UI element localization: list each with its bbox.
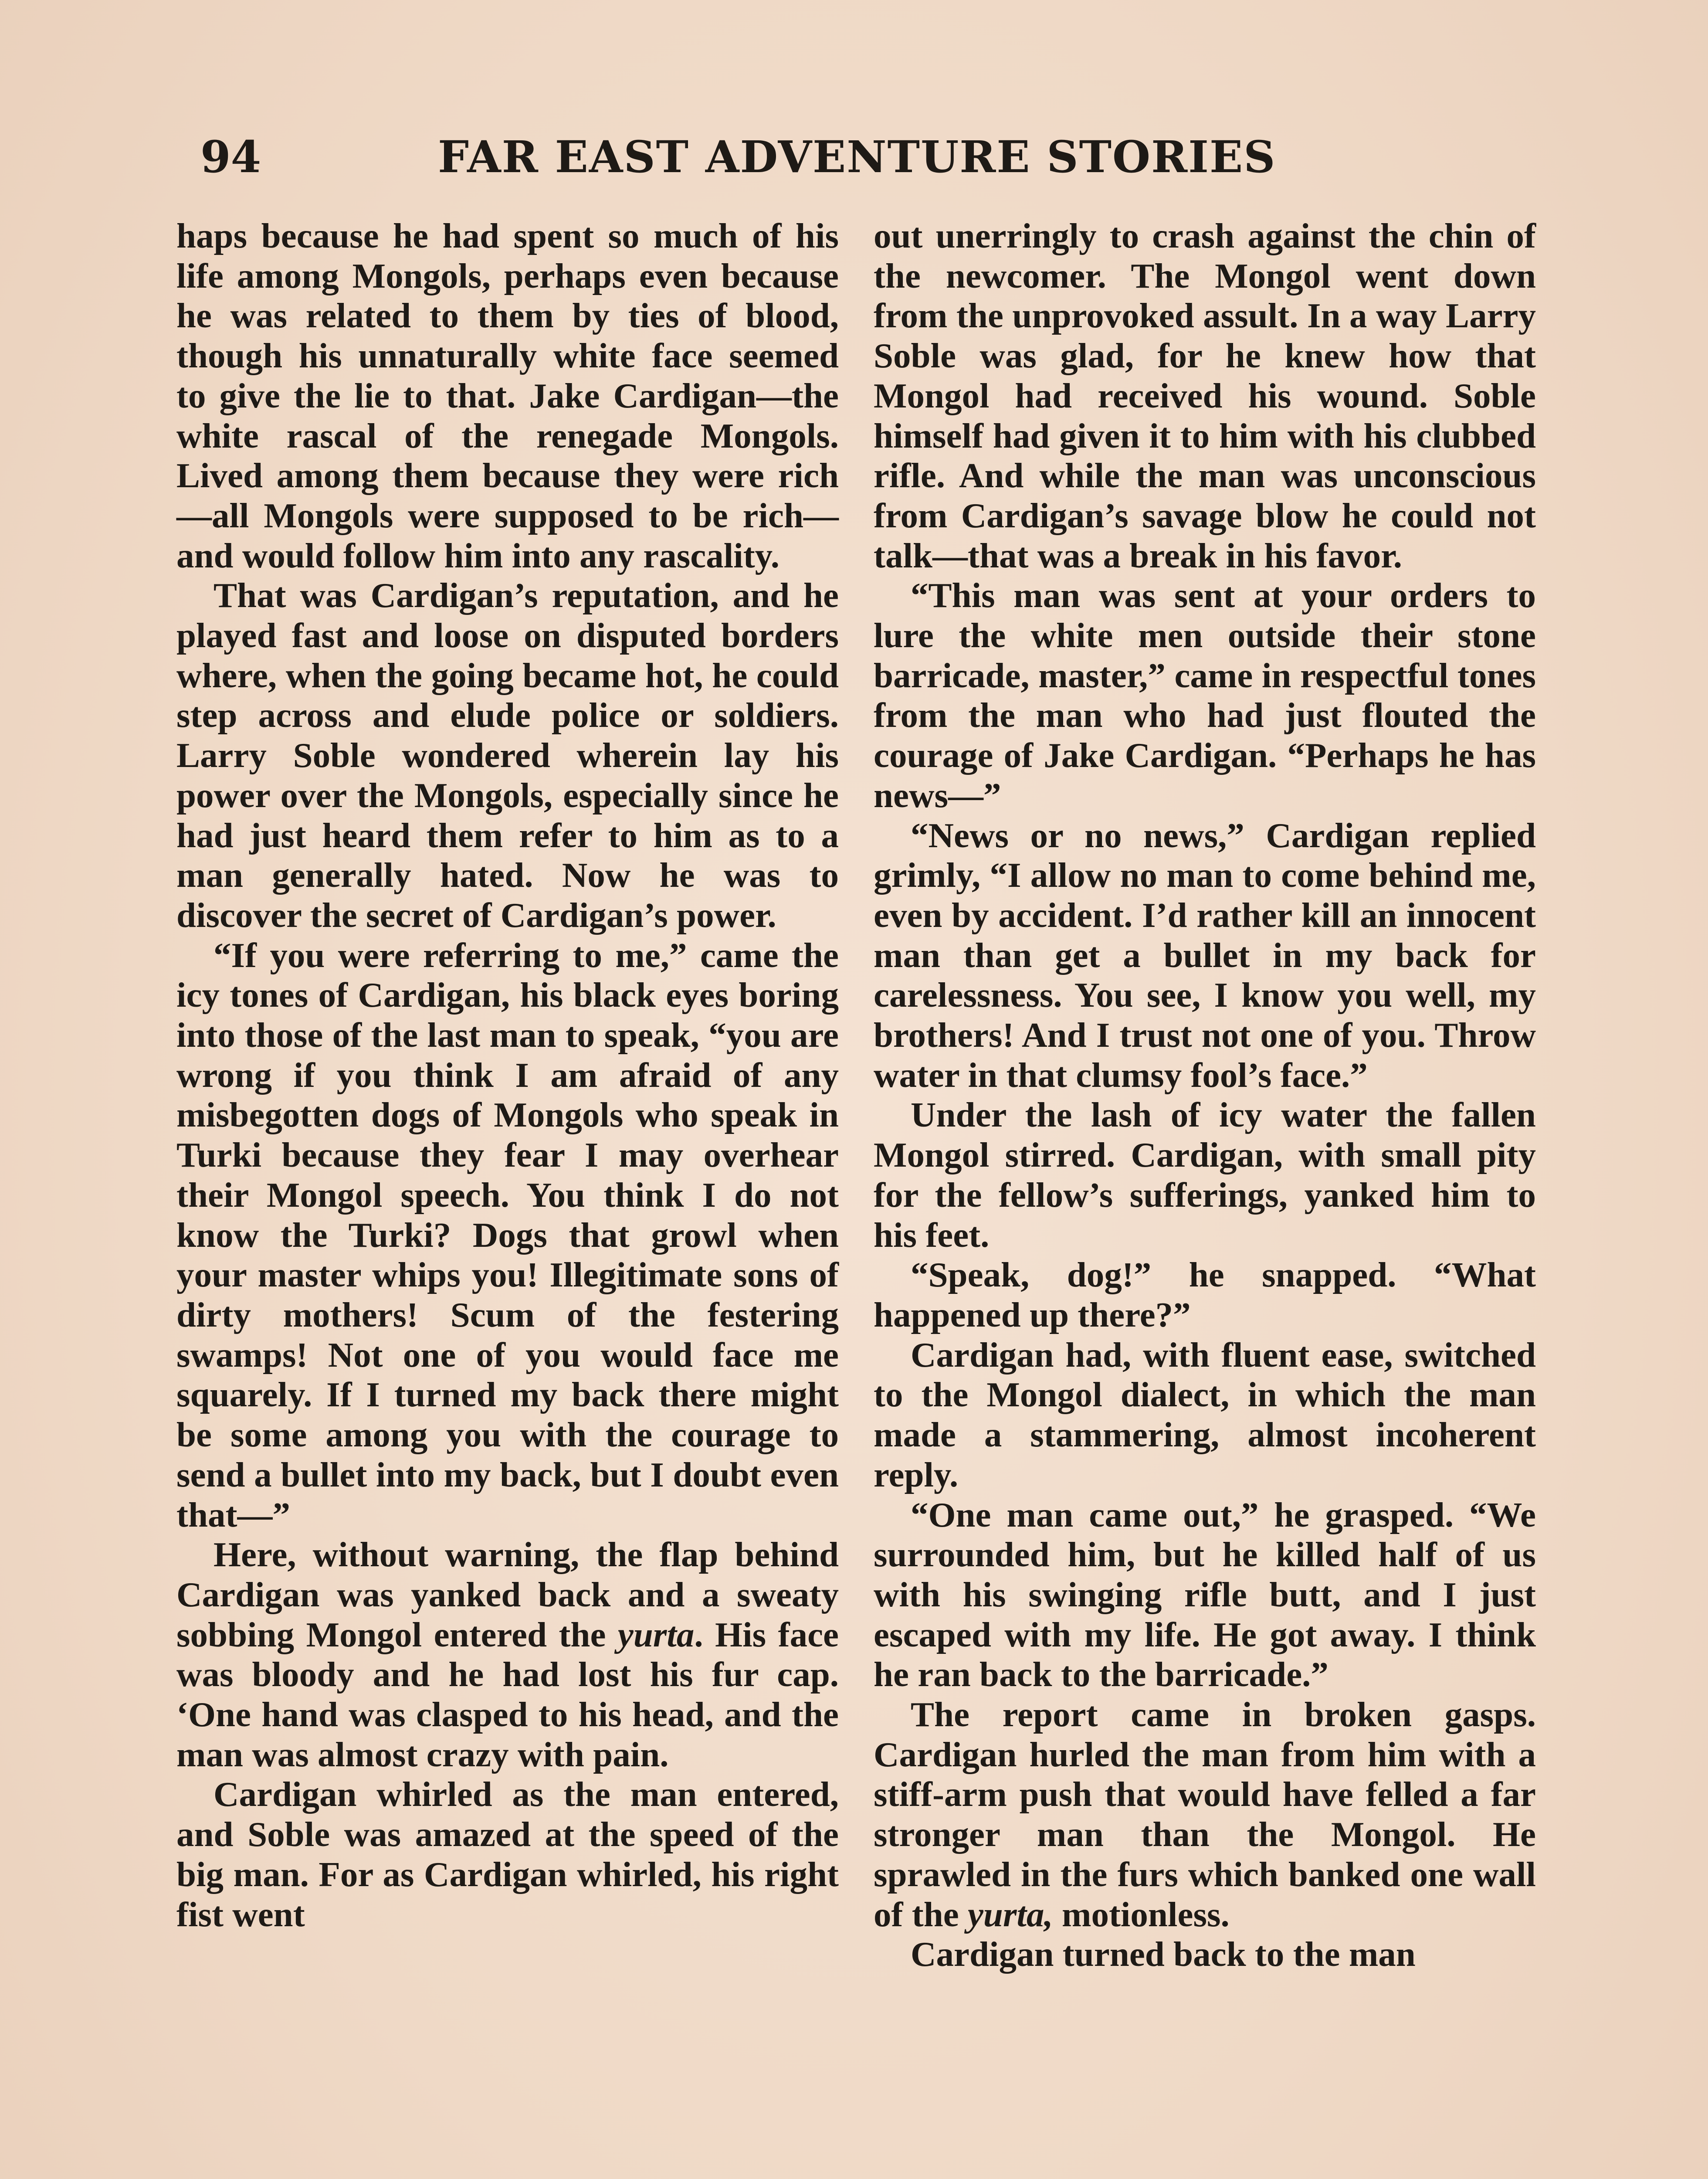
paragraph: Cardigan had, with fluent ease, switched to the Mongol dialect, in which the man made a stammering, almost incoherent reply. — [874, 1335, 1536, 1494]
left-column — [176, 216, 839, 1935]
paragraph: That was Cardigan’s reputation, and he played fast and loose on disputed borders where, when the going became hot, he could step across and elude police or soldiers. Larry Soble wondered wherein lay his power over the Mongols, especially since he had just heard them refer to him as to a man generally hated. Now he was to discover the secret of Cardigan’s power. — [176, 576, 839, 935]
paragraph: Cardigan whirled as the man entered, and Soble was amazed at the speed of the big man. For as Cardigan whirled, his right fist went — [176, 1775, 839, 1934]
italic-word: yurta, — [967, 1894, 1053, 1934]
text-run: . His face was bloody and he had lost his fur cap. ‘One hand was clasped to his head, and the man was almost crazy with pain. — [176, 1615, 839, 1774]
page-header — [200, 126, 1276, 192]
paragraph: Cardigan turned back to the man — [911, 1935, 1416, 1974]
text-run: The report came in broken gasps. Cardigan hurled the man from him with a stiff-arm push that would have felled a far stronger man than the Mongol. He sprawled in the furs which banked one wall of the — [874, 1695, 1536, 1934]
italic-word: yurta — [617, 1615, 695, 1654]
text-run: motionless. — [1053, 1894, 1230, 1934]
paragraph: “This man was sent at your orders to lure the white men outside their stone barricade, master,” came in respectful tones from the man who had just flouted the courage of Jake Cardigan. “Perhaps he has news—” — [874, 576, 1536, 815]
paragraph: haps because he had spent so much of his life among Mongols, perhaps even because he was related to them by ties of blood, though his unnaturally white face seemed to give the lie to that. Jake Cardigan—the white rascal of the renegade Mongols. Lived among them because they were rich—all Mongols were supposed to be rich—and would follow him into any rascality. — [176, 216, 839, 575]
paragraph: Under the lash of icy water the fallen Mongol stirred. Cardigan, with small pity for the fellow’s sufferings, yanked him to his feet. — [874, 1095, 1536, 1255]
paragraph: out unerringly to crash against the chin of the newcomer. The Mongol went down from the unprovoked assult. In a way Larry Soble was glad, for he knew how that Mongol had received his wound. Soble himself had given it to him with his clubbed rifle. And while the man was unconscious from Cardigan’s savage blow he could not talk—that was a break in his favor. — [874, 216, 1536, 575]
paragraph — [176, 1535, 839, 1775]
paragraph: “If you were referring to me,” came the icy tones of Cardigan, his black eyes boring into those of the last man to speak, “you are wrong if you think I am afraid of any misbegotten dogs of Mongols who speak in Turki because they fear I may overhear their Mongol speech. You think I do not know the Turki? Dogs that growl when your master whips you! Illegitimate sons of dirty mothers! Scum of the festering swamps! Not one of you would face me squarely. If I turned my back there might be some among you with the courage to send a bullet into my back, but I doubt even that—” — [176, 935, 839, 1534]
text-run: Here, without warning, the flap behind Cardigan was yanked back and a sweaty sobbing Mongol entered the — [176, 1535, 839, 1654]
paragraph: “One man came out,” he grasped. “We surrounded him, but he killed half of us with his swinging rifle butt, and I just escaped with my life. He got away. I think he ran back to the barricade.” — [874, 1495, 1536, 1694]
running-title: FAR EAST ADVENTURE STORIES — [438, 131, 1276, 183]
paragraph — [874, 1695, 1536, 1935]
right-column — [874, 216, 1536, 1975]
page-number: 94 — [200, 131, 261, 183]
paragraph: “News or no news,” Cardigan replied grimly, “I allow no man to come behind me, even by accident. I’d rather kill an innocent man than get a bullet in my back for carelessness. You see, I know you well, my brothers! And I trust not one of you. Throw water in that clumsy fool’s face.” — [874, 815, 1536, 1095]
paragraph: “Speak, dog!” he snapped. “What happened up there?” — [874, 1255, 1536, 1334]
